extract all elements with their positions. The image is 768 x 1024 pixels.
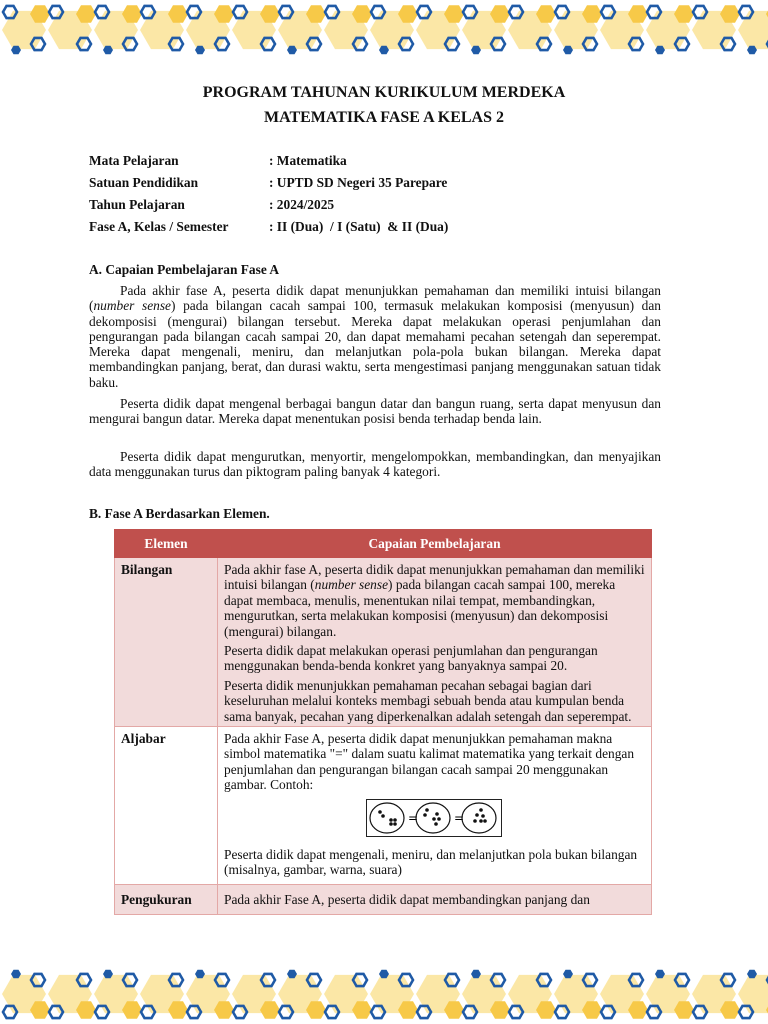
section-a-paragraph-2: Peserta didik dapat mengenal berbagai bangun datar dan bangun ruang, serta dapat menyusun dan mengurai bangun datar. Mereka dapat menentukan posisi benda terhadap benda lain. bbox=[89, 396, 661, 427]
meta-value: : Matematika bbox=[269, 153, 347, 168]
meta-key: Satuan Pendidikan bbox=[89, 175, 199, 190]
document-meta bbox=[89, 153, 448, 241]
cell-paragraph: Pada akhir Fase A, peserta didik dapat membandingkan panjang dan bbox=[224, 891, 590, 907]
cell-paragraph: Pada akhir Fase A, peserta didik dapat menunjukkan pemahaman makna simbol matematika "=" dalam suatu kalimat matematika yang terkait dengan penjumlahan dan pengurangan bilangan cacah sampai 20 menggunakan gambar. Contoh: bbox=[224, 731, 635, 793]
text-run: Pada akhir fase A, peserta didik dapat menunjukkan pemahaman dan memiliki intuisi bilangan ( bbox=[224, 562, 645, 593]
section-b-heading: B. Fase A Berdasarkan Elemen. bbox=[89, 506, 270, 521]
meta-row bbox=[89, 197, 448, 219]
meta-row bbox=[89, 219, 448, 241]
equals-sign: = bbox=[408, 810, 419, 825]
achievement-cell bbox=[218, 558, 652, 727]
text-run: Pada akhir fase A, peserta didik dapat menunjukkan pemahaman dan memiliki intuisi bilangan ( bbox=[89, 283, 661, 314]
element-cell: Bilangan bbox=[115, 558, 218, 727]
text-run: ) pada bilangan cacah sampai 100, mereka dapat membaca, menulis, menentukan nilai tempat, membandingkan, mengurutkan, serta melakukan komposisi (menyusun) dan dekomposisi (mengurai) bilangan. bbox=[224, 577, 616, 639]
section-a-heading: A. Capaian Pembelajaran Fase A bbox=[89, 262, 280, 277]
table-row-bilangan bbox=[115, 558, 652, 727]
section-a-paragraph-1 bbox=[89, 283, 661, 390]
elements-table bbox=[114, 529, 652, 915]
text-run-italic: number sense bbox=[314, 577, 389, 593]
achievement-cell bbox=[218, 727, 652, 884]
element-cell: Aljabar bbox=[115, 727, 218, 884]
achievement-cell bbox=[218, 884, 652, 914]
meta-value: : II (Dua) / I (Satu) & II (Dua) bbox=[269, 219, 449, 234]
meta-value: : 2024/2025 bbox=[269, 197, 335, 212]
section-a-paragraph-3: Peserta didik dapat mengurutkan, menyortir, mengelompokkan, membandingkan, dan menyajikan data menggunakan turus dan piktogram paling banyak 4 kategori. bbox=[89, 449, 661, 480]
cell-paragraph: Peserta didik dapat mengenali, meniru, dan melanjutkan pola bukan bilangan (misalnya, gambar, warna, suara) bbox=[224, 846, 638, 878]
table-row-pengukuran bbox=[115, 884, 652, 914]
meta-value: : UPTD SD Negeri 35 Parepare bbox=[269, 175, 448, 190]
equality-example-figure bbox=[366, 799, 502, 837]
meta-row bbox=[89, 175, 448, 197]
document-title-line1: PROGRAM TAHUNAN KURIKULUM MERDEKA bbox=[202, 84, 566, 101]
meta-key: Fase A, Kelas / Semester bbox=[89, 219, 229, 234]
cell-paragraph: Peserta didik dapat melakukan operasi penjumlahan dan pengurangan menggunakan benda-benda konkret yang banyaknya sampai 20. bbox=[224, 643, 598, 674]
table-header-cell: Elemen bbox=[115, 530, 218, 558]
meta-row bbox=[89, 153, 448, 175]
equals-sign: = bbox=[454, 810, 465, 825]
text-run: ) pada bilangan cacah sampai 100, termasuk melakukan komposisi (menyusun) dan dekomposisi (mengurai) bilangan tersebut. Mereka dapat melakukan operasi penjumlahan dan pengurangan pada bilangan cacah sampai 20, dan dapat memahami pecahan setengah dan seperempat. Mereka dapat mengenali, meniru, dan melanjutkan pola-pola bukan bilangan. Mereka dapat membandingkan panjang, berat, dan durasi waktu, serta mengestimasi panjang menggunakan satuan tidak baku. bbox=[89, 298, 661, 390]
table-row-aljabar bbox=[115, 727, 652, 884]
table-header-row bbox=[115, 530, 652, 558]
cell-paragraph: Peserta didik menunjukkan pemahaman pecahan sebagai bagian dari keseluruhan melalui konteks membagi sebuah benda atau kumpulan benda sama banyak, pecahan yang diperkenalkan adalah setengah dan seperempat. bbox=[224, 677, 632, 724]
document-title-line2: MATEMATIKA FASE A KELAS 2 bbox=[263, 109, 505, 126]
meta-key: Mata Pelajaran bbox=[89, 153, 179, 168]
cell-paragraph bbox=[224, 562, 645, 639]
meta-key: Tahun Pelajaran bbox=[89, 197, 185, 212]
decorative-bottom-border bbox=[0, 962, 768, 1024]
table-header-cell: Capaian Pembelajaran bbox=[218, 530, 652, 558]
decorative-top-border bbox=[0, 0, 768, 62]
text-run-italic: number sense bbox=[93, 298, 171, 314]
element-cell: Pengukuran bbox=[115, 884, 218, 914]
